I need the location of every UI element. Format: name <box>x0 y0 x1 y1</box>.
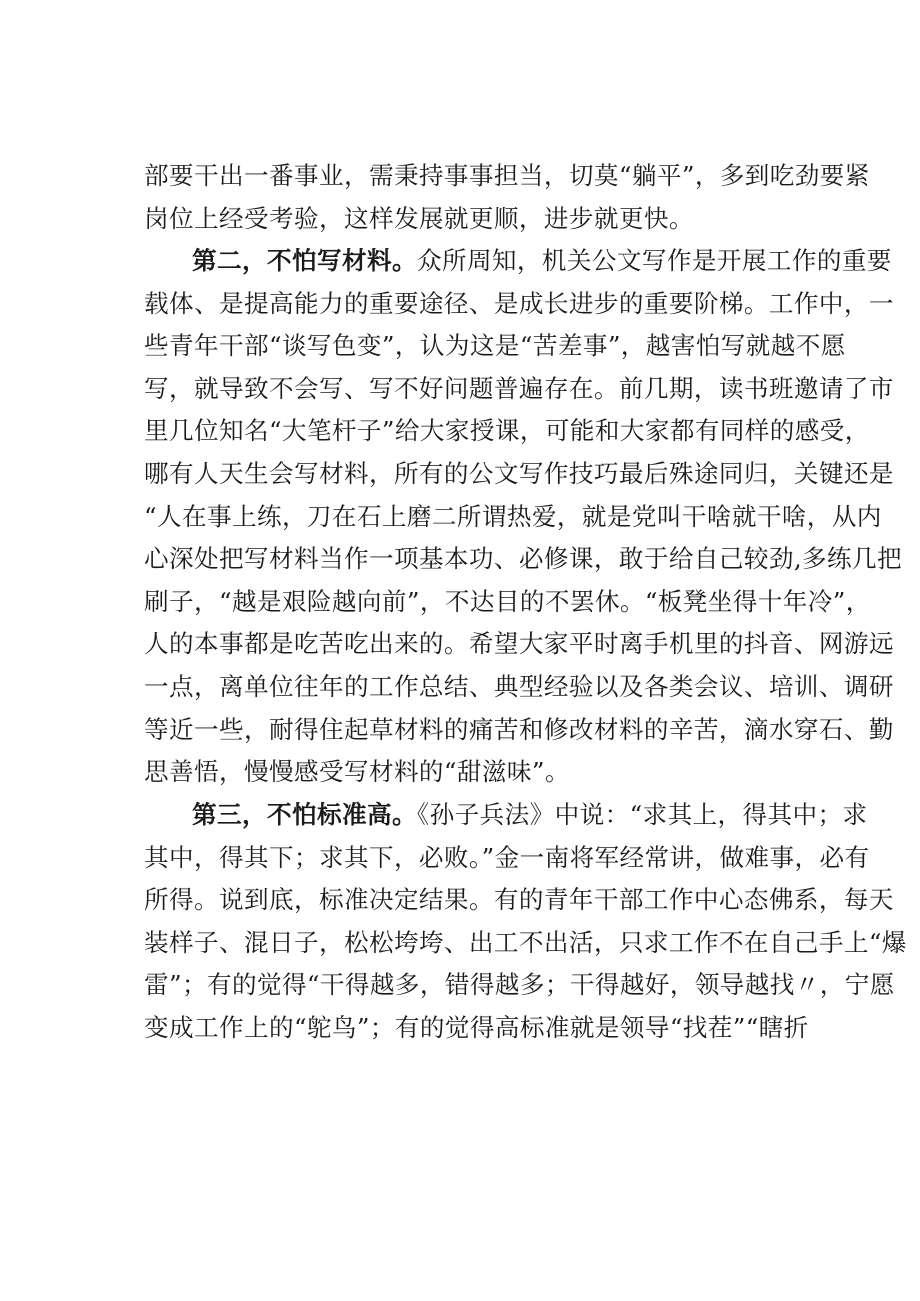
paragraph-3-line-2: 其中，得其下；求其下，必败。”金一南将军经常讲，做难事，必有 <box>144 842 870 872</box>
paragraph-2-line-11: 一点，离单位往年的工作总结、典型经验以及各类会议、培训、调研 <box>144 671 894 701</box>
paragraph-3-line-1 <box>144 794 868 837</box>
paragraph-1-line-2: 岗位上经受考验，这样发展就更顺，进步就更快。 <box>144 203 694 233</box>
paragraph-3-line-3: 所得。说到底，标准决定结果。有的青年干部工作中心态佛系，每天 <box>144 885 894 915</box>
paragraph-2-line-1 <box>144 240 892 283</box>
paragraph-2-line-9: 刷子，“越是艰险越向前”，不达目的不罢休。“板凳坐得十年冷”， <box>144 586 871 616</box>
paragraph-2-line-12: 等近一些，耐得住起草材料的痛苦和修改材料的辛苦，滴水穿石、勤 <box>144 714 894 744</box>
paragraph-2-first-line-text: 众所周知，机关公文写作是开展工作的重要 <box>416 246 892 275</box>
paragraph-3-line-4: 装样子、混日子，松松垮垮、出工不出活，只求工作不在自己手上“爆 <box>144 927 907 957</box>
paragraph-2-line-5: 里几位知名“大笔杆子”给大家授课，可能和大家都有同样的感受， <box>144 416 870 446</box>
paragraph-1 <box>144 155 870 240</box>
paragraph-2-line-10: 人的本事都是吃苦吃出来的。希望大家平时离手机里的抖音、网游远 <box>144 629 894 659</box>
paragraph-2-heading: 第二，不怕写材料。 <box>192 246 417 275</box>
paragraph-3 <box>144 794 907 1050</box>
paragraph-2-line-7: “人在事上练，刀在石上磨二所谓热爱，就是党叫干啥就干啥，从内 <box>144 501 882 531</box>
paragraph-2-line-4: 写，就导致不会写、写不好问题普遍存在。前几期，读书班邀请了市 <box>144 373 894 403</box>
paragraph-2-line-3: 些青年干部“谈写色变”，认为这是“苦差事”，越害怕写就越不愿 <box>144 331 846 361</box>
paragraph-3-line-5: 雷”；有的觉得“干得越多，错得越多；干得越好，领导越找〃，宁愿 <box>144 970 895 1000</box>
paragraph-1-line-1: 部要干出一番事业，需秉持事事担当，切莫“躺平”，多到吃劲要紧 <box>144 161 870 190</box>
paragraph-2-line-6: 哪有人天生会写材料，所有的公文写作技巧最后殊途同归，关键还是 <box>144 458 894 488</box>
paragraph-2-line-13: 思善悟，慢慢感受写材料的“甜滋味”。 <box>144 757 570 787</box>
paragraph-3-heading: 第三，不怕标准高。 <box>192 800 417 829</box>
paragraph-2-line-2: 载体、是提高能力的重要途径、是成长进步的重要阶梯。工作中，一 <box>144 288 894 318</box>
paragraph-3-line-6: 变成工作上的“鸵鸟”；有的觉得高标准就是领导“找茬”“瞎折 <box>144 1012 809 1042</box>
paragraph-2-line-8: 心深处把写材料当作一项基本功、必修课，敢于给自己较劲,多练几把 <box>144 544 903 574</box>
paragraph-3-first-line-text: 《孙子兵法》中说：“求其上，得其中；求 <box>416 800 868 829</box>
paragraph-2 <box>144 240 903 794</box>
